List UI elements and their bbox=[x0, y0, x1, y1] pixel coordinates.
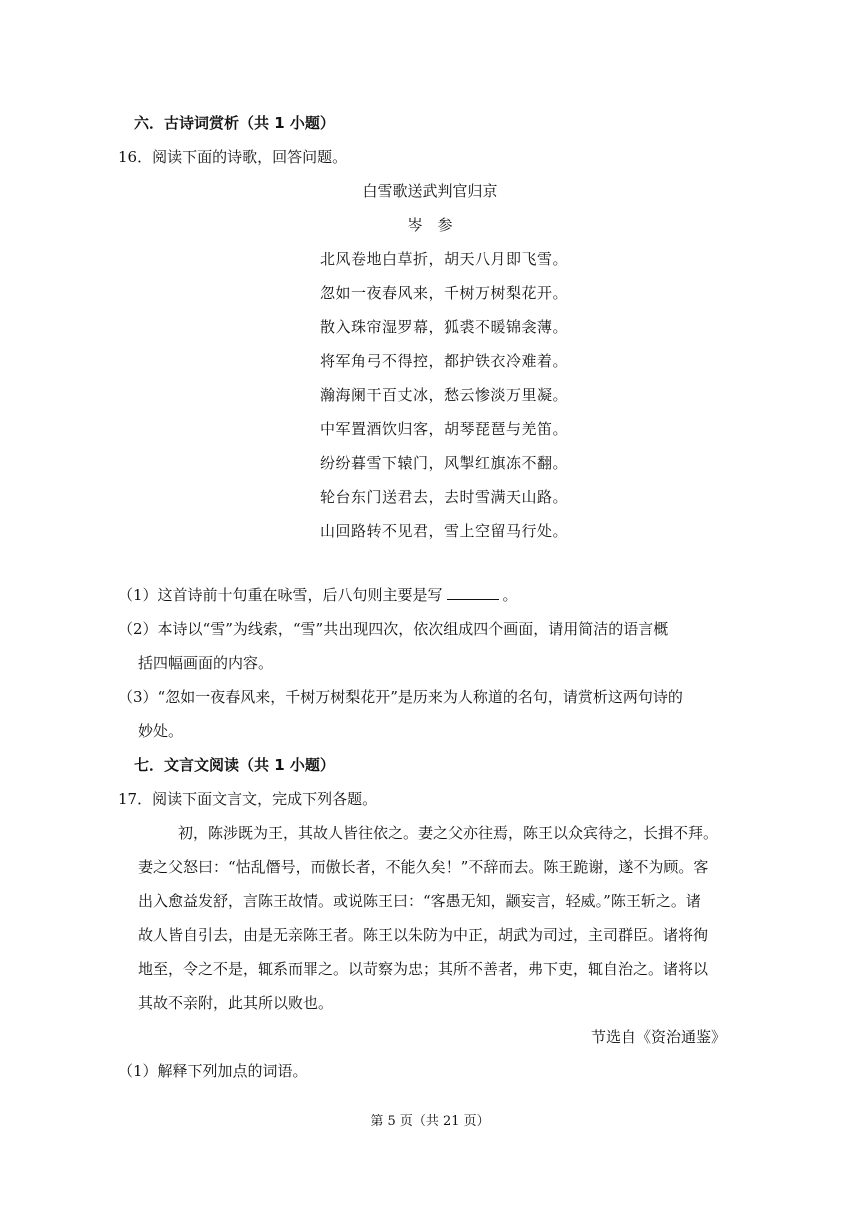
sub-1-text: （1）这首诗前十句重在咏雪，后八句则主要是写 bbox=[118, 586, 443, 604]
question-16-sub-2: （2）本诗以“雪”为线索，“雪”共出现四次，依次组成四个画面，请用简洁的语言概 bbox=[118, 620, 669, 638]
passage-line: 初，陈涉既为王，其故人皆往依之。妻之父亦往焉，陈王以众宾待之，长揖不拜。 bbox=[178, 824, 719, 842]
question-16-sub-3: （3）“忽如一夜春风来，千树万树梨花开”是历来为人称道的名句，请赏析这两句诗的 bbox=[118, 688, 683, 706]
question-16-sub-2-cont: 括四幅画面的内容。 bbox=[138, 654, 274, 672]
question-17-stem: 17．阅读下面文言文，完成下列各题。 bbox=[118, 790, 378, 808]
page-footer: 第 5 页（共 21 页） bbox=[370, 1114, 490, 1129]
poem-line: 瀚海阑干百丈冰，愁云惨淡万里凝。 bbox=[320, 386, 569, 404]
poem-line: 散入珠帘湿罗幕，狐裘不暖锦衾薄。 bbox=[320, 318, 569, 336]
poem-line: 轮台东门送君去，去时雪满天山路。 bbox=[320, 488, 569, 506]
poem-line: 山回路转不见君，雪上空留马行处。 bbox=[320, 522, 569, 540]
passage-line: 地至，令之不是，辄系而罪之。以苛察为忠；其所不善者，弗下吏，辄自治之。诸将以 bbox=[138, 960, 709, 978]
question-16-stem: 16．阅读下面的诗歌，回答问题。 bbox=[118, 148, 348, 166]
passage-source: 节选自《资治通鉴》 bbox=[590, 1028, 726, 1046]
poem-line: 忽如一夜春风来，千树万树梨花开。 bbox=[320, 284, 569, 302]
poem-line: 纷纷暮雪下辕门，风掣红旗冻不翻。 bbox=[320, 454, 569, 472]
passage-line: 其故不亲附，此其所以败也。 bbox=[138, 994, 334, 1012]
poem-author: 岑 参 bbox=[407, 216, 453, 234]
section-7-heading: 七．文言文阅读（共 1 小题） bbox=[134, 756, 335, 774]
passage-line: 出入愈益发舒，言陈王故情。或说陈王曰：“客愚无知，颛妄言，轻威。”陈王斩之。诸 bbox=[138, 892, 701, 910]
sub-1-end: 。 bbox=[502, 586, 518, 604]
passage-line: 妻之父怒曰：“怙乱僭号，而傲长者，不能久矣！”不辞而去。陈王跪谢，遂不为顾。客 bbox=[138, 858, 709, 876]
question-16-sub-1 bbox=[118, 584, 518, 605]
poem-line: 中军置酒饮归客，胡琴琵琶与羌笛。 bbox=[320, 420, 569, 438]
poem-line: 北风卷地白草折，胡天八月即飞雪。 bbox=[320, 250, 569, 268]
poem-title: 白雪歌送武判官归京 bbox=[362, 182, 498, 200]
poem-line: 将军角弓不得控，都护铁衣冷难着。 bbox=[320, 352, 569, 370]
section-6-heading: 六．古诗词赏析（共 1 小题） bbox=[134, 114, 335, 132]
answer-blank[interactable] bbox=[447, 587, 499, 600]
passage-line: 故人皆自引去，由是无亲陈王者。陈王以朱防为中正，胡武为司过，主司群臣。诸将徇 bbox=[138, 926, 709, 944]
question-16-sub-3-cont: 妙处。 bbox=[138, 722, 184, 740]
question-17-sub-1: （1）解释下列加点的词语。 bbox=[118, 1062, 308, 1080]
